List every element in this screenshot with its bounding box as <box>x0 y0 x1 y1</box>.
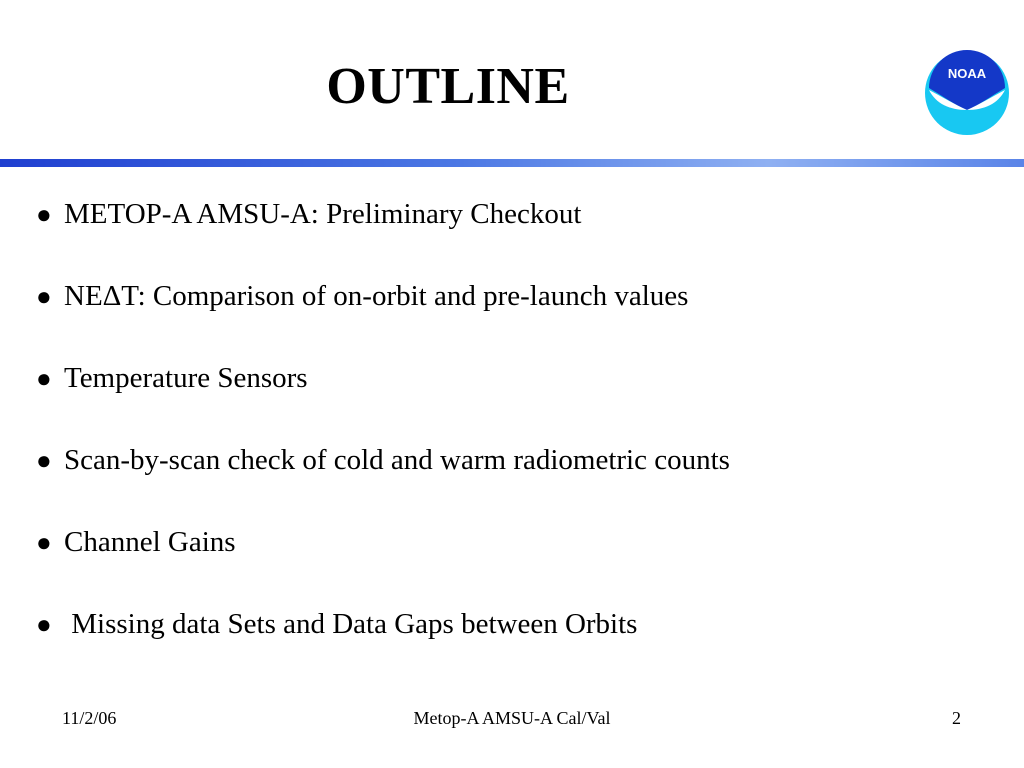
bullet-icon: ● <box>36 282 52 311</box>
bullet-icon: ● <box>36 528 52 557</box>
outline-item-text: METOP-A AMSU-A: Preliminary Checkout <box>64 198 582 230</box>
slide-title: OUTLINE <box>326 58 570 115</box>
title-divider <box>0 159 1024 167</box>
outline-item <box>36 196 996 278</box>
outline-item-text: Channel Gains <box>64 526 236 558</box>
outline-item-text: Missing data Sets and Data Gaps between Orbits <box>64 608 638 640</box>
outline-item-text: Scan-by-scan check of cold and warm radiometric counts <box>64 444 730 476</box>
footer-title: Metop-A AMSU-A Cal/Val <box>413 708 611 728</box>
outline-item <box>36 442 996 524</box>
outline-item <box>36 278 996 360</box>
outline-item <box>36 524 996 606</box>
footer-date: 11/2/06 <box>62 708 117 728</box>
bullet-icon: ● <box>36 610 52 639</box>
outline-item <box>36 360 996 442</box>
bullet-icon: ● <box>36 200 52 229</box>
bullet-icon: ● <box>36 446 52 475</box>
outline-item-text: Temperature Sensors <box>64 362 308 394</box>
outline-item-text: NEΔT: Comparison of on-orbit and pre-launch values <box>64 280 689 312</box>
outline-list <box>36 196 996 688</box>
outline-item <box>36 606 996 688</box>
bullet-icon: ● <box>36 364 52 393</box>
noaa-logo <box>924 50 1010 136</box>
page-number: 2 <box>952 708 961 728</box>
logo-label: NOAA <box>947 66 987 81</box>
